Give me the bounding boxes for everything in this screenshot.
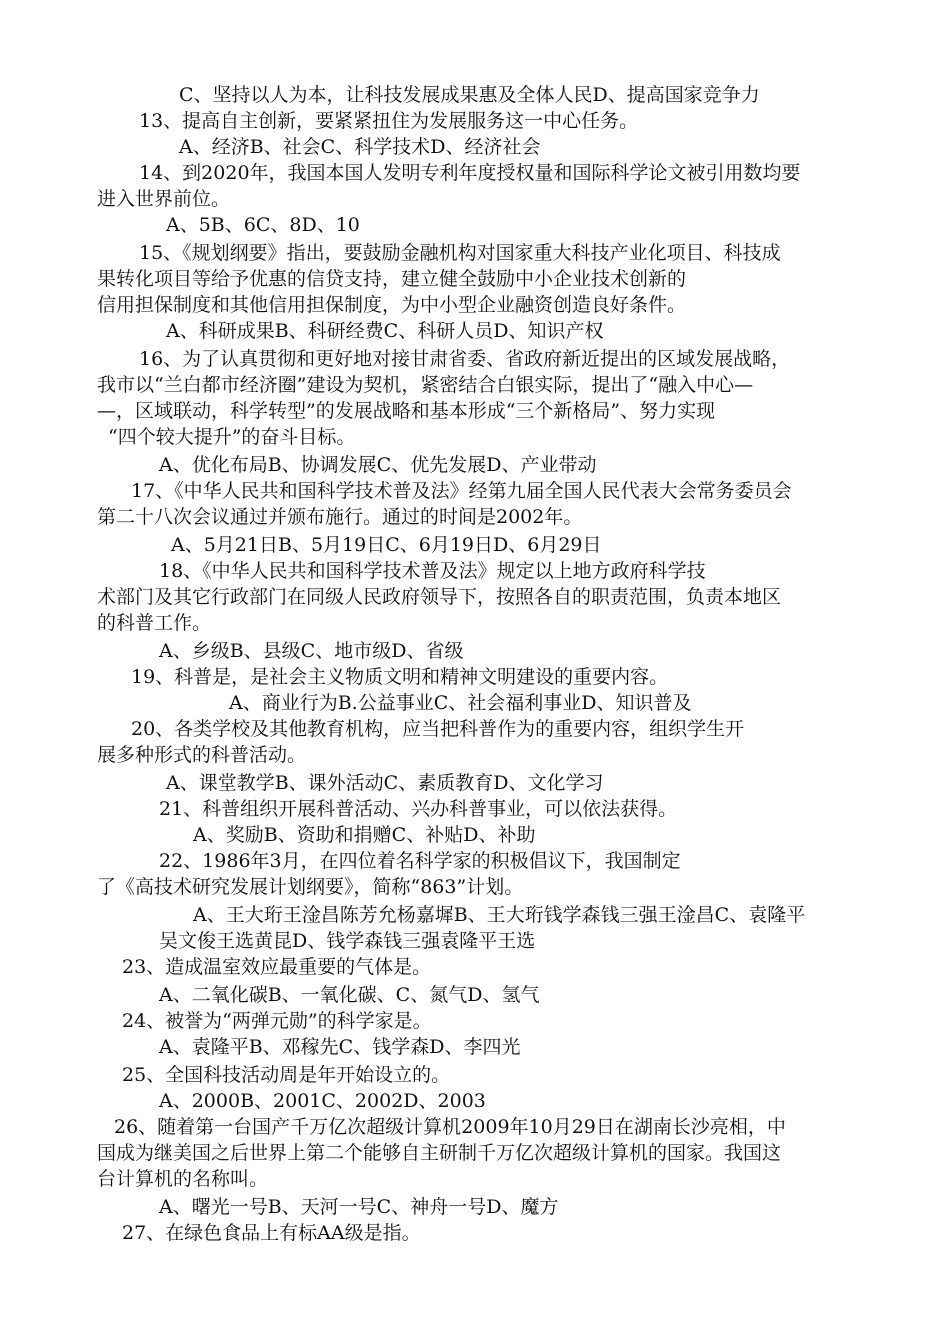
text-line: 台计算机的名称叫。 [97,1168,269,1190]
text-line: 国成为继美国之后世界上第二个能够自主研制千万亿次超级计算机的国家。我国这 [97,1142,782,1164]
question-27: 27、在绿色食品上有标AA级是指。 [122,1222,421,1244]
options-24: A、袁隆平B、邓稼先C、钱学森D、李四光 [159,1036,521,1058]
options-26: A、曙光一号B、天河一号C、神舟一号D、魔方 [159,1196,559,1218]
options-25: A、2000B、2001C、2002D、2003 [159,1090,486,1112]
options-23: A、二氧化碳B、一氧化碳、C、氮气D、氢气 [159,984,540,1006]
text-line: 术部门及其它行政部门在同级人民政府领导下，按照各自的职责范围，负责本地区 [97,586,782,608]
text-line: 信用担保制度和其他信用担保制度，为中小型企业融资创造良好条件。 [97,294,687,316]
text-line: 我市以“兰白都市经济圈”建设为契机，紧密结合白银实际，提出了“融入中心— [97,374,754,396]
question-24: 24、被誉为“两弹元勋”的科学家是。 [122,1010,432,1032]
question-18: 18、《中华人民共和国科学技术普及法》规定以上地方政府科学技 [159,560,706,582]
text-line: 了《高技术研究发展计划纲要》，简称“863”计划。 [97,876,524,898]
text-line: 吴文俊王选黄昆D、钱学森钱三强袁隆平王选 [159,930,536,952]
question-19: 19、科普是，是社会主义物质文明和精神文明建设的重要内容。 [131,666,669,688]
question-23: 23、造成温室效应最重要的气体是。 [122,956,432,978]
options-18: A、乡级B、县级C、地市级D、省级 [159,640,464,662]
options-20: A、课堂教学B、课外活动C、素质教育D、文化学习 [166,772,604,794]
options-17: A、5月21日B、5月19日C、6月19日D、6月29日 [171,534,602,556]
options-16: A、优化布局B、协调发展C、优先发展D、产业带动 [159,454,597,476]
options-21: A、奖励B、资助和捐赠C、补贴D、补助 [193,824,536,846]
question-26: 26、随着第一台国产千万亿次超级计算机2009年10月29日在湖南长沙亮相，中 [114,1116,786,1138]
question-20: 20、各类学校及其他教育机构，应当把科普作为的重要内容，组织学生开 [131,718,745,740]
text-line: 的科普工作。 [97,612,212,634]
question-15: 15、《规划纲要》指出，要鼓励金融机构对国家重大科技产业化项目、科技成 [139,242,781,264]
options-13: A、经济B、社会C、科学技术D、经济社会 [179,136,541,158]
options-14: A、5B、6C、8D、10 [166,214,360,236]
question-21: 21、科普组织开展科普活动、兴办科普事业，可以依法获得。 [159,798,678,820]
question-25: 25、全国科技活动周是年开始设立的。 [122,1064,451,1086]
question-14: 14、到2020年，我国本国人发明专利年度授权量和国际科学论文被引用数均要 [139,162,801,184]
text-line: 果转化项目等给予优惠的信贷支持，建立健全鼓励中小企业技术创新的 [97,268,687,290]
options-15: A、科研成果B、科研经费C、科研人员D、知识产权 [166,320,604,342]
options-19: A、商业行为B.公益事业C、社会福利事业D、知识普及 [229,692,692,714]
question-22: 22、1986年3月，在四位着名科学家的积极倡议下，我国制定 [159,850,681,872]
question-17: 17、《中华人民共和国科学技术普及法》经第九届全国人民代表大会常务委员会 [131,480,792,502]
question-13: 13、提高自主创新，要紧紧扭住为发展服务这一中心任务。 [139,110,639,132]
text-line: “四个较大提升”的奋斗目标。 [108,426,356,448]
options-22: A、王大珩王淦昌陈芳允杨嘉墀B、王大珩钱学森钱三强王淦昌C、袁隆平 [193,904,806,926]
text-line: 进入世界前位。 [97,188,231,210]
text-line: C、坚持以人为本，让科技发展成果惠及全体人民D、提高国家竞争力 [179,84,760,106]
question-16: 16、为了认真贯彻和更好地对接甘肃省委、省政府新近提出的区域发展战略， [139,348,791,370]
text-line: 展多种形式的科普活动。 [97,744,307,766]
text-line: —，区域联动，科学转型”的发展战略和基本形成“三个新格局”、努力实现 [97,400,716,422]
text-line: 第二十八次会议通过并颁布施行。通过的时间是2002年。 [97,506,583,528]
